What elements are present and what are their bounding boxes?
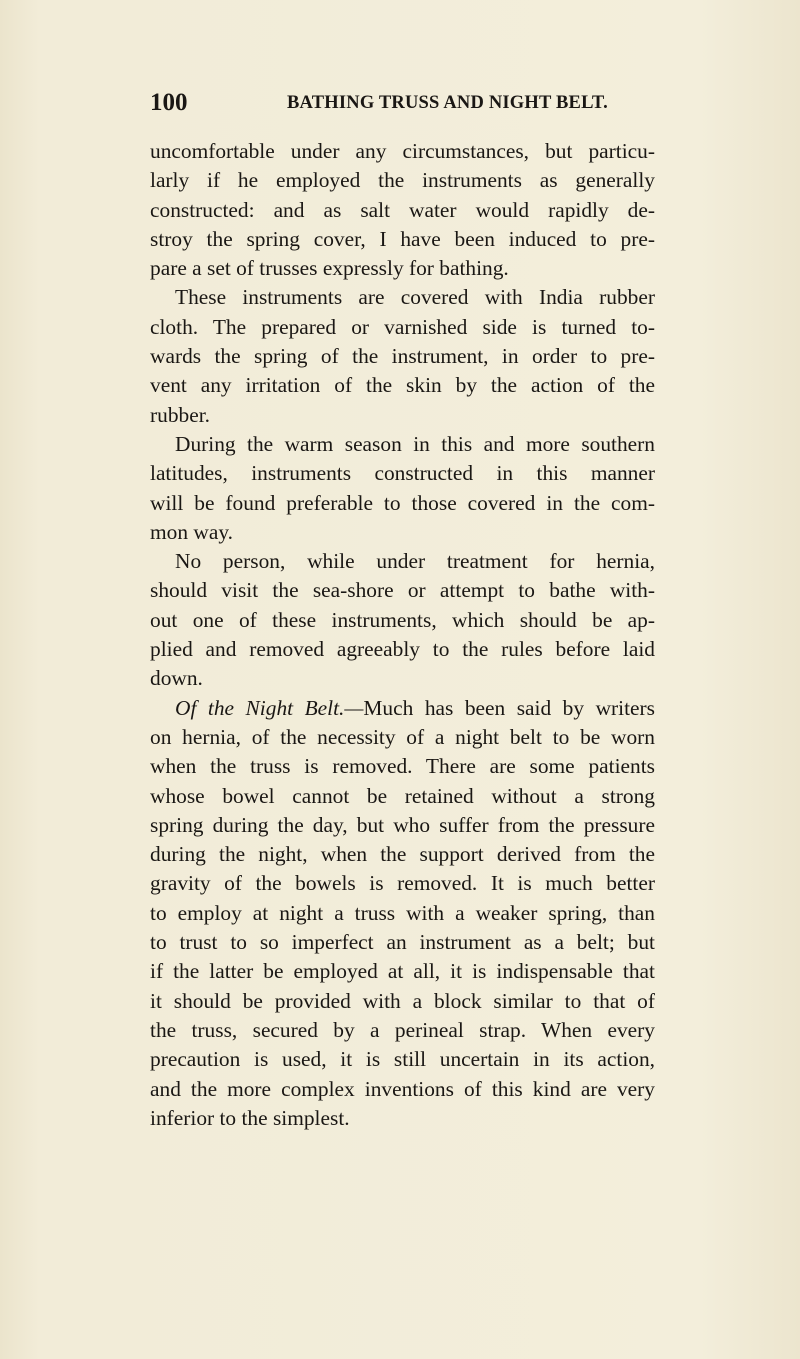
text-line bbox=[150, 313, 655, 342]
line-text: and the more complex inventions of this kind are very bbox=[150, 1076, 655, 1101]
body-text bbox=[150, 137, 655, 1133]
text-line bbox=[150, 869, 655, 898]
page-header bbox=[150, 88, 655, 118]
line-text: These instruments are covered with India rubber bbox=[175, 285, 655, 310]
line-text: wards the spring of the instrument, in order to pre- bbox=[150, 344, 655, 369]
line-text: out one of these instruments, which should be ap- bbox=[150, 607, 655, 632]
line-text: down. bbox=[150, 666, 203, 691]
line-text: to employ at night a truss with a weaker spring, than bbox=[150, 900, 655, 925]
line-text: inferior to the simplest. bbox=[150, 1105, 350, 1130]
line-text: vent any irritation of the skin by the action of the bbox=[150, 373, 655, 398]
line-text: when the truss is removed. There are some patients bbox=[150, 754, 655, 779]
line-text: spring during the day, but who suffer from the pressure bbox=[150, 812, 655, 837]
line-text: will be found preferable to those covered in the com- bbox=[150, 490, 655, 515]
page-number: 100 bbox=[150, 89, 188, 116]
text-line bbox=[150, 840, 655, 869]
line-text: to trust to so imperfect an instrument as a belt; but bbox=[150, 930, 655, 955]
text-line bbox=[150, 752, 655, 781]
text-line bbox=[150, 811, 655, 840]
line-text: rubber. bbox=[150, 402, 210, 427]
text-line bbox=[150, 137, 655, 166]
line-text: constructed: and as salt water would rapidly de- bbox=[150, 197, 655, 222]
line-text: it should be provided with a block similar to that of bbox=[150, 988, 655, 1013]
text-line bbox=[150, 254, 655, 283]
line-text: uncomfortable under any circumstances, but particu- bbox=[150, 139, 655, 163]
text-line bbox=[150, 401, 655, 430]
line-text: cloth. The prepared or varnished side is turned to- bbox=[150, 314, 655, 339]
text-line bbox=[150, 342, 655, 371]
text-line bbox=[150, 547, 655, 576]
text-line bbox=[150, 664, 655, 693]
line-text: during the night, when the support derived from the bbox=[150, 842, 655, 867]
text-line bbox=[150, 1075, 655, 1104]
line-text: mon way. bbox=[150, 519, 233, 544]
text-line bbox=[150, 1045, 655, 1074]
text-line bbox=[150, 987, 655, 1016]
line-text: on hernia, of the necessity of a night belt to be worn bbox=[150, 724, 655, 749]
line-text: precaution is used, it is still uncertain in its action, bbox=[150, 1047, 655, 1072]
line-text: if the latter be employed at all, it is indispensable that bbox=[150, 959, 655, 984]
line-text: No person, while under treatment for hernia, bbox=[175, 549, 655, 574]
line-text: gravity of the bowels is removed. It is much better bbox=[150, 871, 655, 896]
line-text: During the warm season in this and more southern bbox=[175, 431, 655, 456]
text-line bbox=[150, 899, 655, 928]
text-line bbox=[150, 166, 655, 195]
text-line bbox=[150, 430, 655, 459]
line-text: the truss, secured by a perineal strap. When every bbox=[150, 1017, 655, 1042]
text-line bbox=[150, 957, 655, 986]
section-heading: Of the Night Belt.— bbox=[175, 695, 364, 720]
text-line bbox=[150, 196, 655, 225]
text-line bbox=[150, 576, 655, 605]
text-line bbox=[150, 518, 655, 547]
text-line bbox=[150, 723, 655, 752]
text-line bbox=[150, 635, 655, 664]
text-line bbox=[150, 459, 655, 488]
text-line bbox=[150, 928, 655, 957]
running-title: BATHING TRUSS AND NIGHT BELT. bbox=[287, 93, 608, 113]
text-line bbox=[150, 489, 655, 518]
line-text: plied and removed agreeably to the rules before laid bbox=[150, 637, 655, 662]
line-text: larly if he employed the instruments as generally bbox=[150, 168, 655, 193]
text-line bbox=[150, 371, 655, 400]
line-text: pare a set of trusses expressly for bathing. bbox=[150, 256, 509, 281]
text-line bbox=[150, 694, 655, 723]
line-text: Much has been said by writers bbox=[363, 695, 655, 720]
text-line bbox=[150, 606, 655, 635]
line-text: should visit the sea-shore or attempt to bathe with- bbox=[150, 578, 655, 603]
text-line bbox=[150, 782, 655, 811]
text-line bbox=[150, 283, 655, 312]
line-text: stroy the spring cover, I have been induced to pre- bbox=[150, 226, 655, 251]
line-text: latitudes, instruments constructed in this manner bbox=[150, 461, 655, 486]
text-line bbox=[150, 1016, 655, 1045]
line-text: whose bowel cannot be retained without a strong bbox=[150, 783, 655, 808]
text-line bbox=[150, 1104, 655, 1133]
text-line bbox=[150, 225, 655, 254]
